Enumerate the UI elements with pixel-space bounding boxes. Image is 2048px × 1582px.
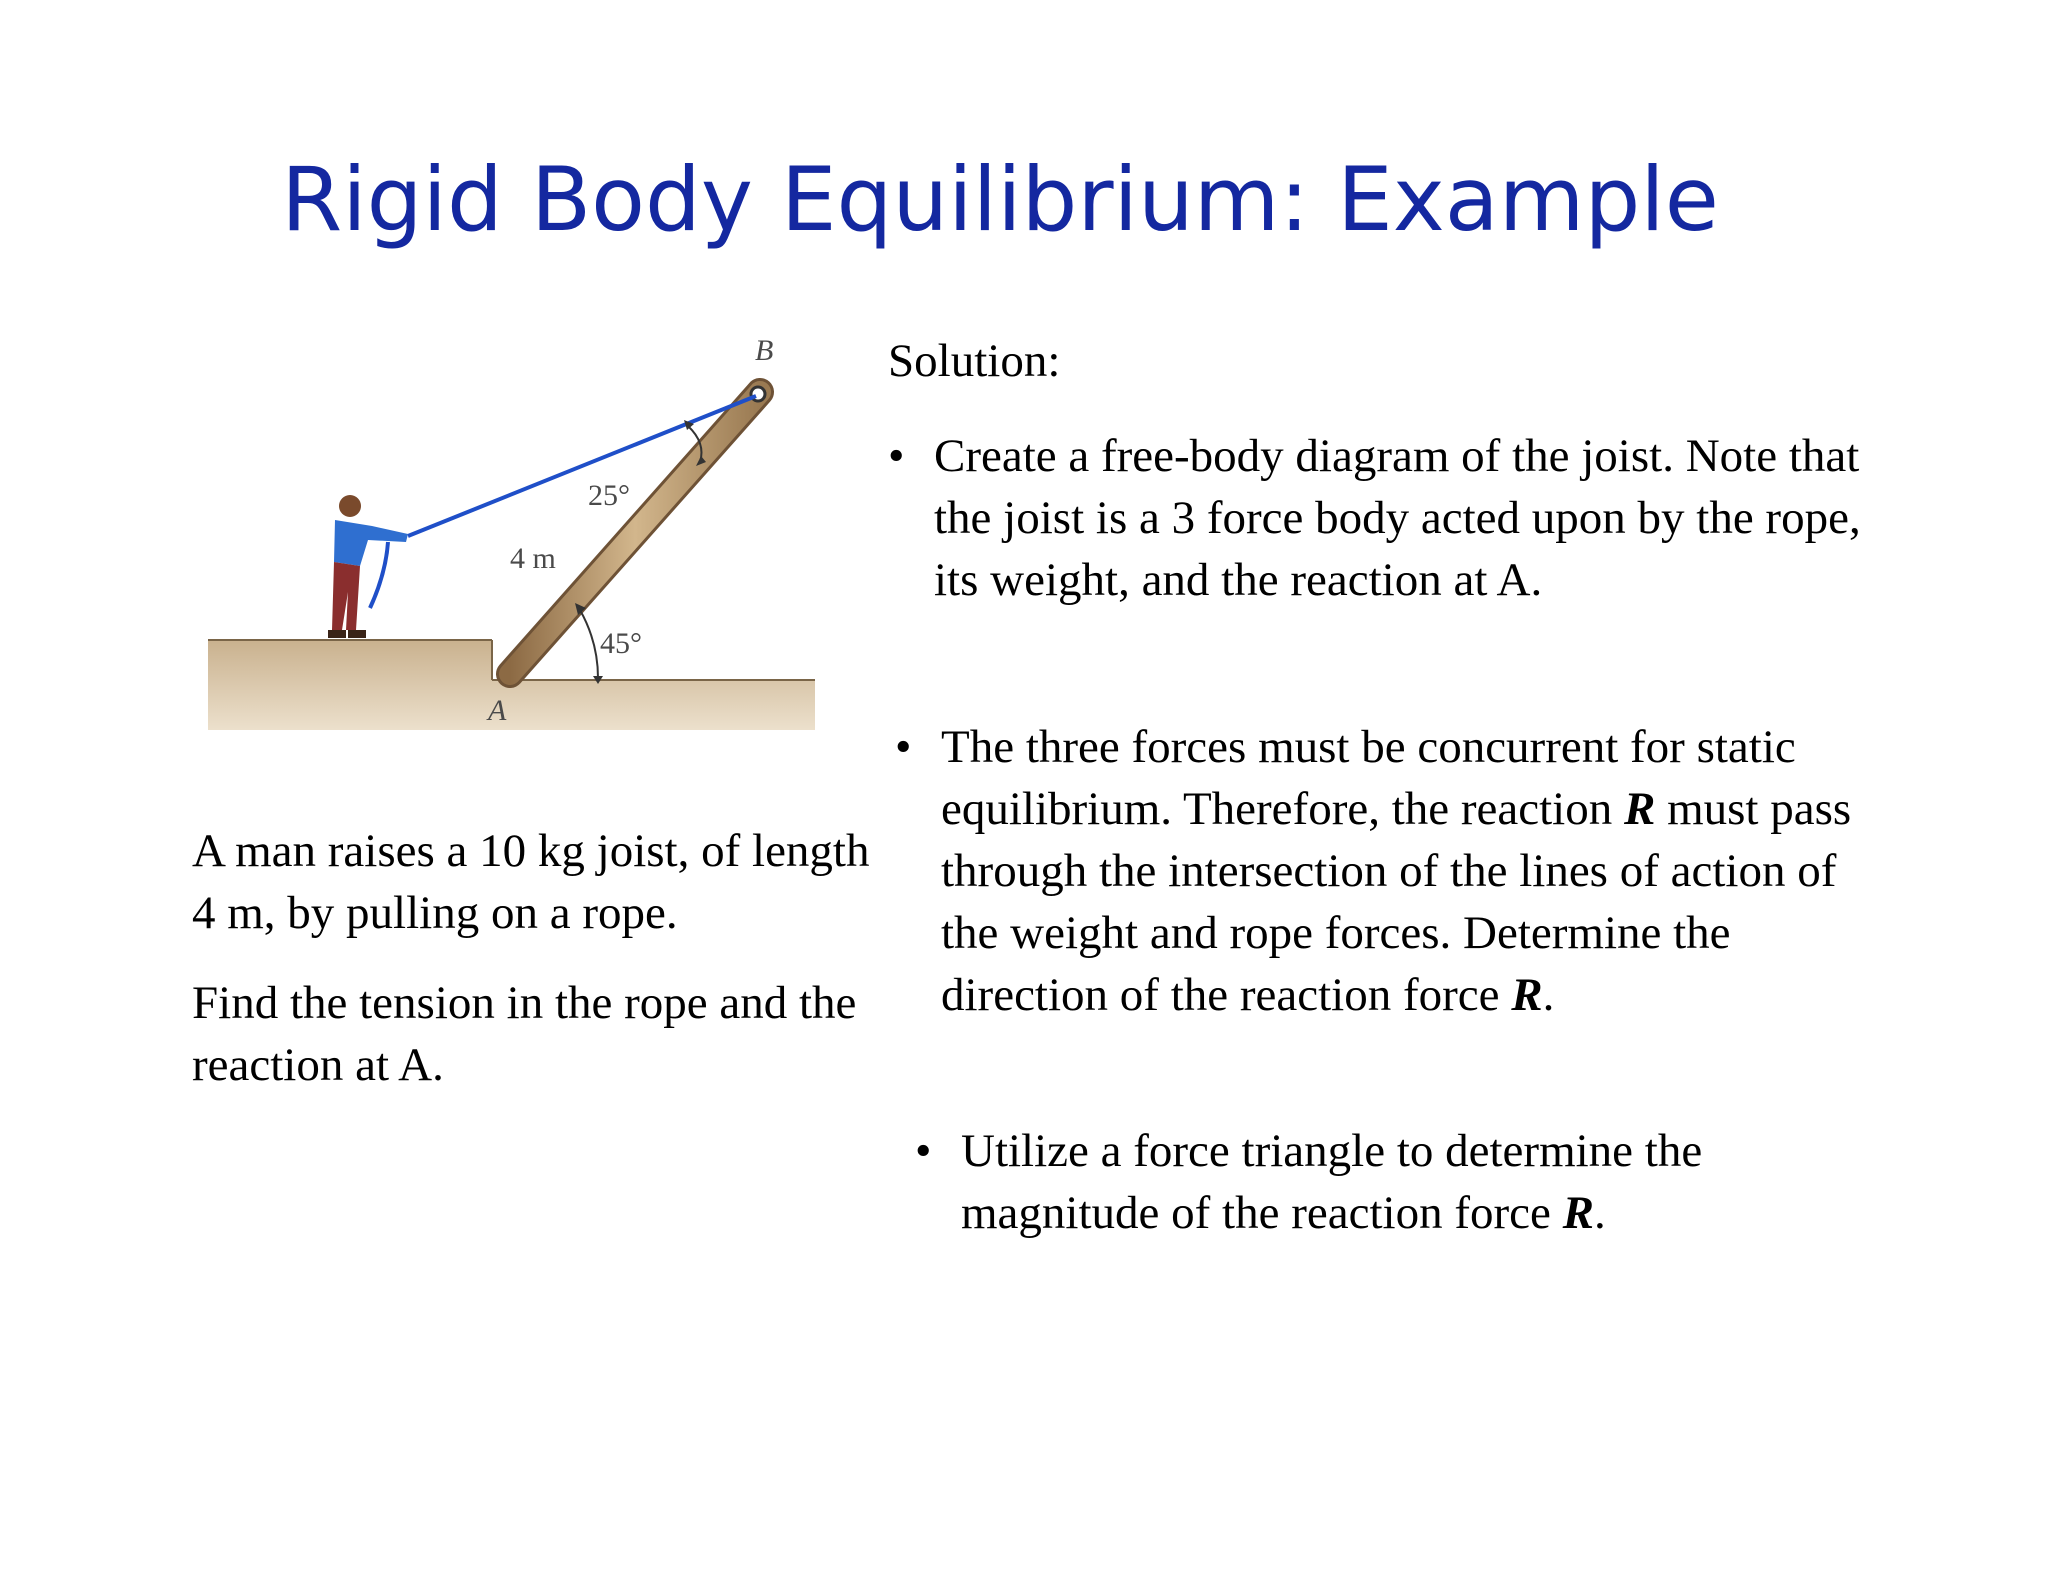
angle-arc-ground (580, 610, 598, 678)
joist-figure (200, 330, 840, 750)
bullet-text-part: must pass through the intersection of the lines of action of the weight and rope forces. Determine the direction of the reaction force (941, 783, 1852, 1021)
reaction-symbol: R (1511, 969, 1543, 1021)
label-angle-rope: 25° (588, 479, 630, 512)
bullet-dot: • (895, 721, 912, 773)
solution-bullet-1 (888, 425, 1888, 611)
solution-bullet-3 (915, 1120, 1875, 1244)
bullet-text (941, 716, 1895, 1026)
reaction-symbol: R (1623, 783, 1656, 835)
bullet-text (961, 1120, 1875, 1244)
joist-diagram (200, 330, 840, 750)
label-b: B (755, 334, 774, 367)
solution-bullet-2 (895, 716, 1895, 1026)
problem-paragraph-1: A man raises a 10 kg joist, of length 4 m, by pulling on a rope. (192, 825, 870, 939)
slide-title: Rigid Body Equilibrium: Example (281, 148, 1719, 251)
label-a: A (488, 694, 507, 727)
problem-statement (192, 820, 892, 1124)
bullet-text-part: The three forces must be concurrent for static equilibrium. Therefore, the reaction (941, 721, 1796, 835)
label-length: 4 m (510, 542, 556, 575)
bullet-text: Create a free-body diagram of the joist. Note that the joist is a 3 force body acted upon by the rope, its weight, and the reaction at A. (934, 430, 1861, 606)
problem-paragraph-2: Find the tension in the rope and the reaction at A. (192, 977, 857, 1091)
bullet-dot: • (915, 1125, 932, 1177)
bullet-text-part: . (1542, 969, 1555, 1021)
solution-heading: Solution: (888, 335, 1061, 387)
bullet-text-part: . (1593, 1187, 1606, 1239)
label-angle-ground: 45° (600, 627, 642, 660)
man-figure (328, 495, 408, 638)
reaction-symbol: R (1562, 1187, 1594, 1239)
bullet-dot: • (888, 430, 905, 482)
rope-slack (370, 542, 388, 608)
bullet-text-part: Utilize a force triangle to determine the magnitude of the reaction force (961, 1125, 1703, 1239)
